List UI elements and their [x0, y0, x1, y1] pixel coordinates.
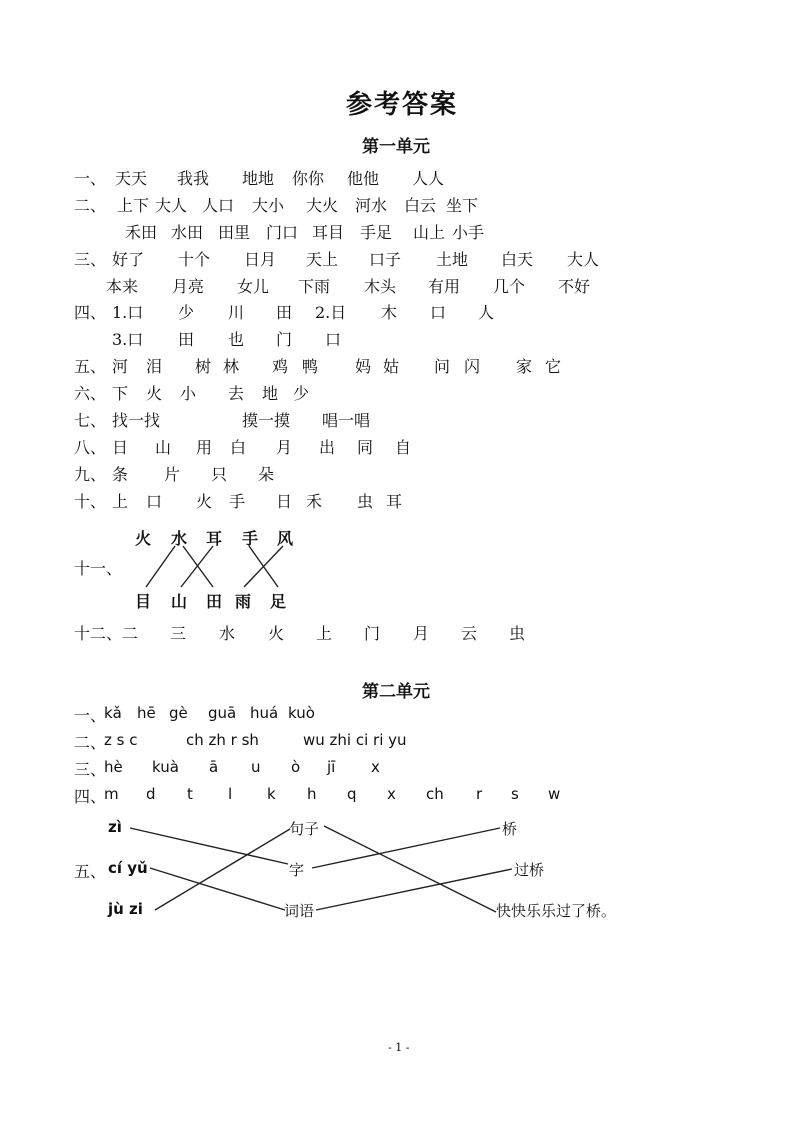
- u1-q4-item: 口: [430, 303, 447, 322]
- u1-q5-item: 闪: [464, 357, 481, 376]
- u1-q2-item: 大小: [252, 196, 285, 215]
- u1-q5-item: 树: [195, 357, 212, 376]
- u1-q11-bottom: 雨: [235, 592, 252, 611]
- u1-q8-item: 月: [276, 438, 293, 457]
- u1-q11-top: 风: [277, 529, 294, 548]
- u1-q11-bottom: 山: [171, 592, 188, 611]
- u1-q3-item: 本来: [106, 277, 139, 296]
- u2-q2-num: 二、: [74, 733, 107, 752]
- u1-q4-num: 四、: [74, 303, 107, 322]
- u1-q12-item: 云: [461, 624, 478, 643]
- u1-q3-item: 十个: [178, 250, 211, 269]
- u1-q12-item: 门: [364, 624, 381, 643]
- u2-q3-item: u: [251, 758, 261, 776]
- u1-q3-item: 口子: [369, 250, 402, 269]
- u1-q1-item: 人人: [412, 169, 445, 188]
- u2-q4-item: k: [267, 785, 276, 803]
- u1-q10-item: 虫: [357, 492, 374, 511]
- u1-q11-bottom: 足: [270, 592, 287, 611]
- u1-q9-item: 片: [164, 465, 181, 484]
- u2-q1-item: huá: [250, 704, 279, 722]
- u1-q12-item: 水: [219, 624, 236, 643]
- unit1-heading: 第一单元: [362, 137, 430, 157]
- u2-q3-item: jī: [327, 758, 336, 776]
- u1-q10-item: 日: [276, 492, 293, 511]
- u1-q10-item: 上: [112, 492, 129, 511]
- u1-q3-item: 木头: [364, 277, 397, 296]
- u2-q5-middle: 词语: [284, 902, 315, 920]
- u1-q4-item: 少: [178, 303, 195, 322]
- page-number: - 1 -: [388, 1041, 410, 1054]
- u2-q5-middle: 句子: [289, 820, 320, 838]
- u1-q3-item: 白天: [501, 250, 534, 269]
- u1-q8-item: 用: [196, 438, 213, 457]
- u1-q6-item: 去: [228, 384, 245, 403]
- u1-q2-item: 小手: [452, 223, 485, 242]
- u2-q3-item: hè: [104, 758, 123, 776]
- u1-q9-item: 只: [211, 465, 228, 484]
- u2-q1-item: gè: [169, 704, 188, 722]
- u2-q5-line: [150, 868, 285, 910]
- u1-q8-item: 同: [357, 438, 374, 457]
- u1-q6-item: 下: [112, 384, 129, 403]
- u1-q2-item: 白云: [404, 196, 437, 215]
- u2-q5-num: 五、: [74, 862, 107, 881]
- u1-q11-num: 十一、: [74, 559, 123, 578]
- u2-q1-item: kǎ: [104, 704, 122, 722]
- u2-q4-item: h: [307, 785, 317, 803]
- u1-q9-item: 朵: [258, 465, 275, 484]
- u1-q8-item: 山: [155, 438, 172, 457]
- u2-q3-item: ā: [209, 758, 219, 776]
- page-title: 参考答案: [346, 90, 459, 120]
- u2-q5-line: [324, 826, 496, 912]
- u2-q1-item: kuò: [288, 704, 315, 722]
- u1-q2-item: 大人: [155, 196, 188, 215]
- u1-q4-item: 门: [276, 330, 293, 349]
- u1-q3-item: 好了: [112, 250, 145, 269]
- u2-q4-item: q: [347, 785, 357, 803]
- u1-q10-item: 禾: [306, 492, 323, 511]
- u1-q1-item: 地地: [242, 169, 275, 188]
- u1-q5-item: 河: [112, 357, 129, 376]
- u2-q5-line: [316, 869, 512, 910]
- u2-q4-item: r: [476, 785, 483, 803]
- u1-q2-item: 耳目: [312, 223, 345, 242]
- u1-q11-top: 手: [242, 529, 259, 548]
- u1-q10-num: 十、: [74, 492, 107, 511]
- u1-q11-line: [146, 546, 175, 587]
- u1-q6-item: 地: [262, 384, 279, 403]
- u2-q5-right: 桥: [502, 820, 518, 838]
- u1-q10-item: 口: [146, 492, 163, 511]
- u1-q1-item: 我我: [177, 169, 210, 188]
- u2-q4-item: x: [387, 785, 396, 803]
- u1-q4-item: 3.口: [112, 330, 144, 349]
- u1-q1-num: 一、: [74, 169, 107, 188]
- u1-q3-num: 三、: [74, 250, 107, 269]
- u1-q2-item: 禾田: [125, 223, 158, 242]
- u1-q2-item: 坐下: [446, 196, 479, 215]
- u2-q4-item: l: [228, 785, 233, 803]
- u2-q1-item: hē: [137, 704, 156, 722]
- u1-q6-item: 小: [180, 384, 197, 403]
- u1-q5-item: 泪: [146, 357, 163, 376]
- u1-q5-item: 问: [434, 357, 451, 376]
- u1-q6-item: 少: [293, 384, 310, 403]
- u2-q4-item: w: [548, 785, 561, 803]
- u1-q2-item: 上下: [117, 196, 150, 215]
- u1-q9-item: 条: [112, 465, 129, 484]
- u1-q11-top: 耳: [206, 529, 223, 548]
- u2-q2-item: wu zhi ci ri yu: [303, 731, 407, 749]
- u1-q3-item: 月亮: [172, 277, 205, 296]
- u2-q4-item: d: [146, 785, 156, 803]
- u1-q4-item: 田: [276, 303, 293, 322]
- u1-q4-item: 田: [178, 330, 195, 349]
- u2-q1-item: guā: [208, 704, 237, 722]
- u2-q1-num: 一、: [74, 706, 107, 725]
- u2-q5-left: cí yǔ: [108, 859, 148, 877]
- u1-q4-item: 2.日: [315, 303, 347, 322]
- u1-q6-item: 火: [146, 384, 163, 403]
- u1-q12-num: 十二、: [74, 624, 123, 643]
- u1-q2-item: 手足: [360, 223, 393, 242]
- u2-q5-line: [130, 828, 288, 864]
- u1-q2-item: 水田: [171, 223, 204, 242]
- u2-q2-item: ch zh r sh: [186, 731, 259, 749]
- u2-q4-item: ch: [426, 785, 444, 803]
- u1-q5-item: 姑: [383, 357, 400, 376]
- u2-q5-left: jù zi: [108, 900, 143, 918]
- u1-q4-item: 木: [381, 303, 398, 322]
- u1-q11-line: [244, 546, 283, 587]
- u1-q9-num: 九、: [74, 465, 107, 484]
- u1-q10-item: 耳: [386, 492, 403, 511]
- u1-q5-item: 它: [545, 357, 562, 376]
- u2-q5-middle: 字: [289, 861, 305, 879]
- u2-q3-item: ò: [291, 758, 301, 776]
- u1-q1-item: 天天: [115, 169, 148, 188]
- u1-q4-item: 1.口: [112, 303, 144, 322]
- u1-q4-item: 人: [478, 303, 495, 322]
- unit2-heading: 第二单元: [362, 682, 430, 702]
- u2-q4-item: t: [187, 785, 193, 803]
- u1-q12-item: 二: [122, 624, 139, 643]
- u1-q12-item: 三: [170, 624, 187, 643]
- u1-q5-item: 妈: [355, 357, 372, 376]
- u1-q3-item: 大人: [567, 250, 600, 269]
- u1-q5-num: 五、: [74, 357, 107, 376]
- u2-q3-num: 三、: [74, 760, 107, 779]
- u1-q2-item: 人口: [202, 196, 235, 215]
- u1-q8-num: 八、: [74, 438, 107, 457]
- u1-q8-item: 日: [112, 438, 129, 457]
- u2-q2-item: z s c: [104, 731, 138, 749]
- u1-q3-item: 天上: [306, 250, 339, 269]
- u1-q12-item: 虫: [509, 624, 526, 643]
- u1-q11-top: 火: [135, 529, 152, 548]
- u1-q3-item: 几个: [493, 277, 526, 296]
- u1-q3-item: 日月: [244, 250, 277, 269]
- u1-q8-item: 白: [230, 438, 247, 457]
- u1-q2-num: 二、: [74, 196, 107, 215]
- u1-q3-item: 有用: [428, 277, 461, 296]
- u1-q7-item: 摸一摸: [242, 411, 291, 430]
- u1-q10-item: 火: [196, 492, 213, 511]
- u1-q7-item: 找一找: [112, 411, 161, 430]
- u2-q4-num: 四、: [74, 787, 107, 806]
- u2-q5-line: [155, 829, 290, 910]
- u1-q2-item: 大火: [306, 196, 339, 215]
- u1-q2-item: 河水: [355, 196, 388, 215]
- u1-q3-item: 女儿: [237, 277, 270, 296]
- u1-q4-item: 也: [228, 330, 245, 349]
- u1-q1-item: 你你: [292, 169, 325, 188]
- u1-q4-item: 口: [325, 330, 342, 349]
- u1-q7-num: 七、: [74, 411, 107, 430]
- u1-q2-item: 山上: [413, 223, 446, 242]
- u2-q5-right: 快快乐乐过了桥。: [496, 902, 617, 920]
- u1-q12-item: 上: [316, 624, 333, 643]
- u1-q5-item: 鸡: [272, 357, 289, 376]
- u2-q5-right: 过桥: [514, 861, 545, 879]
- u1-q11-top: 水: [171, 529, 188, 548]
- u1-q3-item: 土地: [436, 250, 469, 269]
- u1-q8-item: 自: [395, 438, 412, 457]
- u1-q12-item: 月: [413, 624, 430, 643]
- u1-q6-num: 六、: [74, 384, 107, 403]
- u1-q5-item: 家: [516, 357, 533, 376]
- u2-q5-left: zì: [108, 818, 122, 836]
- u1-q11-bottom: 目: [135, 592, 152, 611]
- u1-q8-item: 出: [319, 438, 336, 457]
- u1-q4-item: 川: [228, 303, 245, 322]
- u1-q2-item: 门口: [266, 223, 299, 242]
- u1-q5-item: 林: [223, 357, 240, 376]
- u1-q12-item: 火: [268, 624, 285, 643]
- u1-q5-item: 鸭: [302, 357, 319, 376]
- u1-q10-item: 手: [229, 492, 246, 511]
- u1-q2-item: 田里: [218, 223, 251, 242]
- u2-q4-item: m: [104, 785, 119, 803]
- u2-q3-item: x: [371, 758, 380, 776]
- u1-q11-bottom: 田: [206, 592, 223, 611]
- u1-q3-item: 不好: [558, 277, 591, 296]
- u1-q1-item: 他他: [347, 169, 380, 188]
- u1-q3-item: 下雨: [298, 277, 331, 296]
- u2-q4-item: s: [511, 785, 519, 803]
- u1-q7-item: 唱一唱: [322, 411, 371, 430]
- u2-q3-item: kuà: [152, 758, 179, 776]
